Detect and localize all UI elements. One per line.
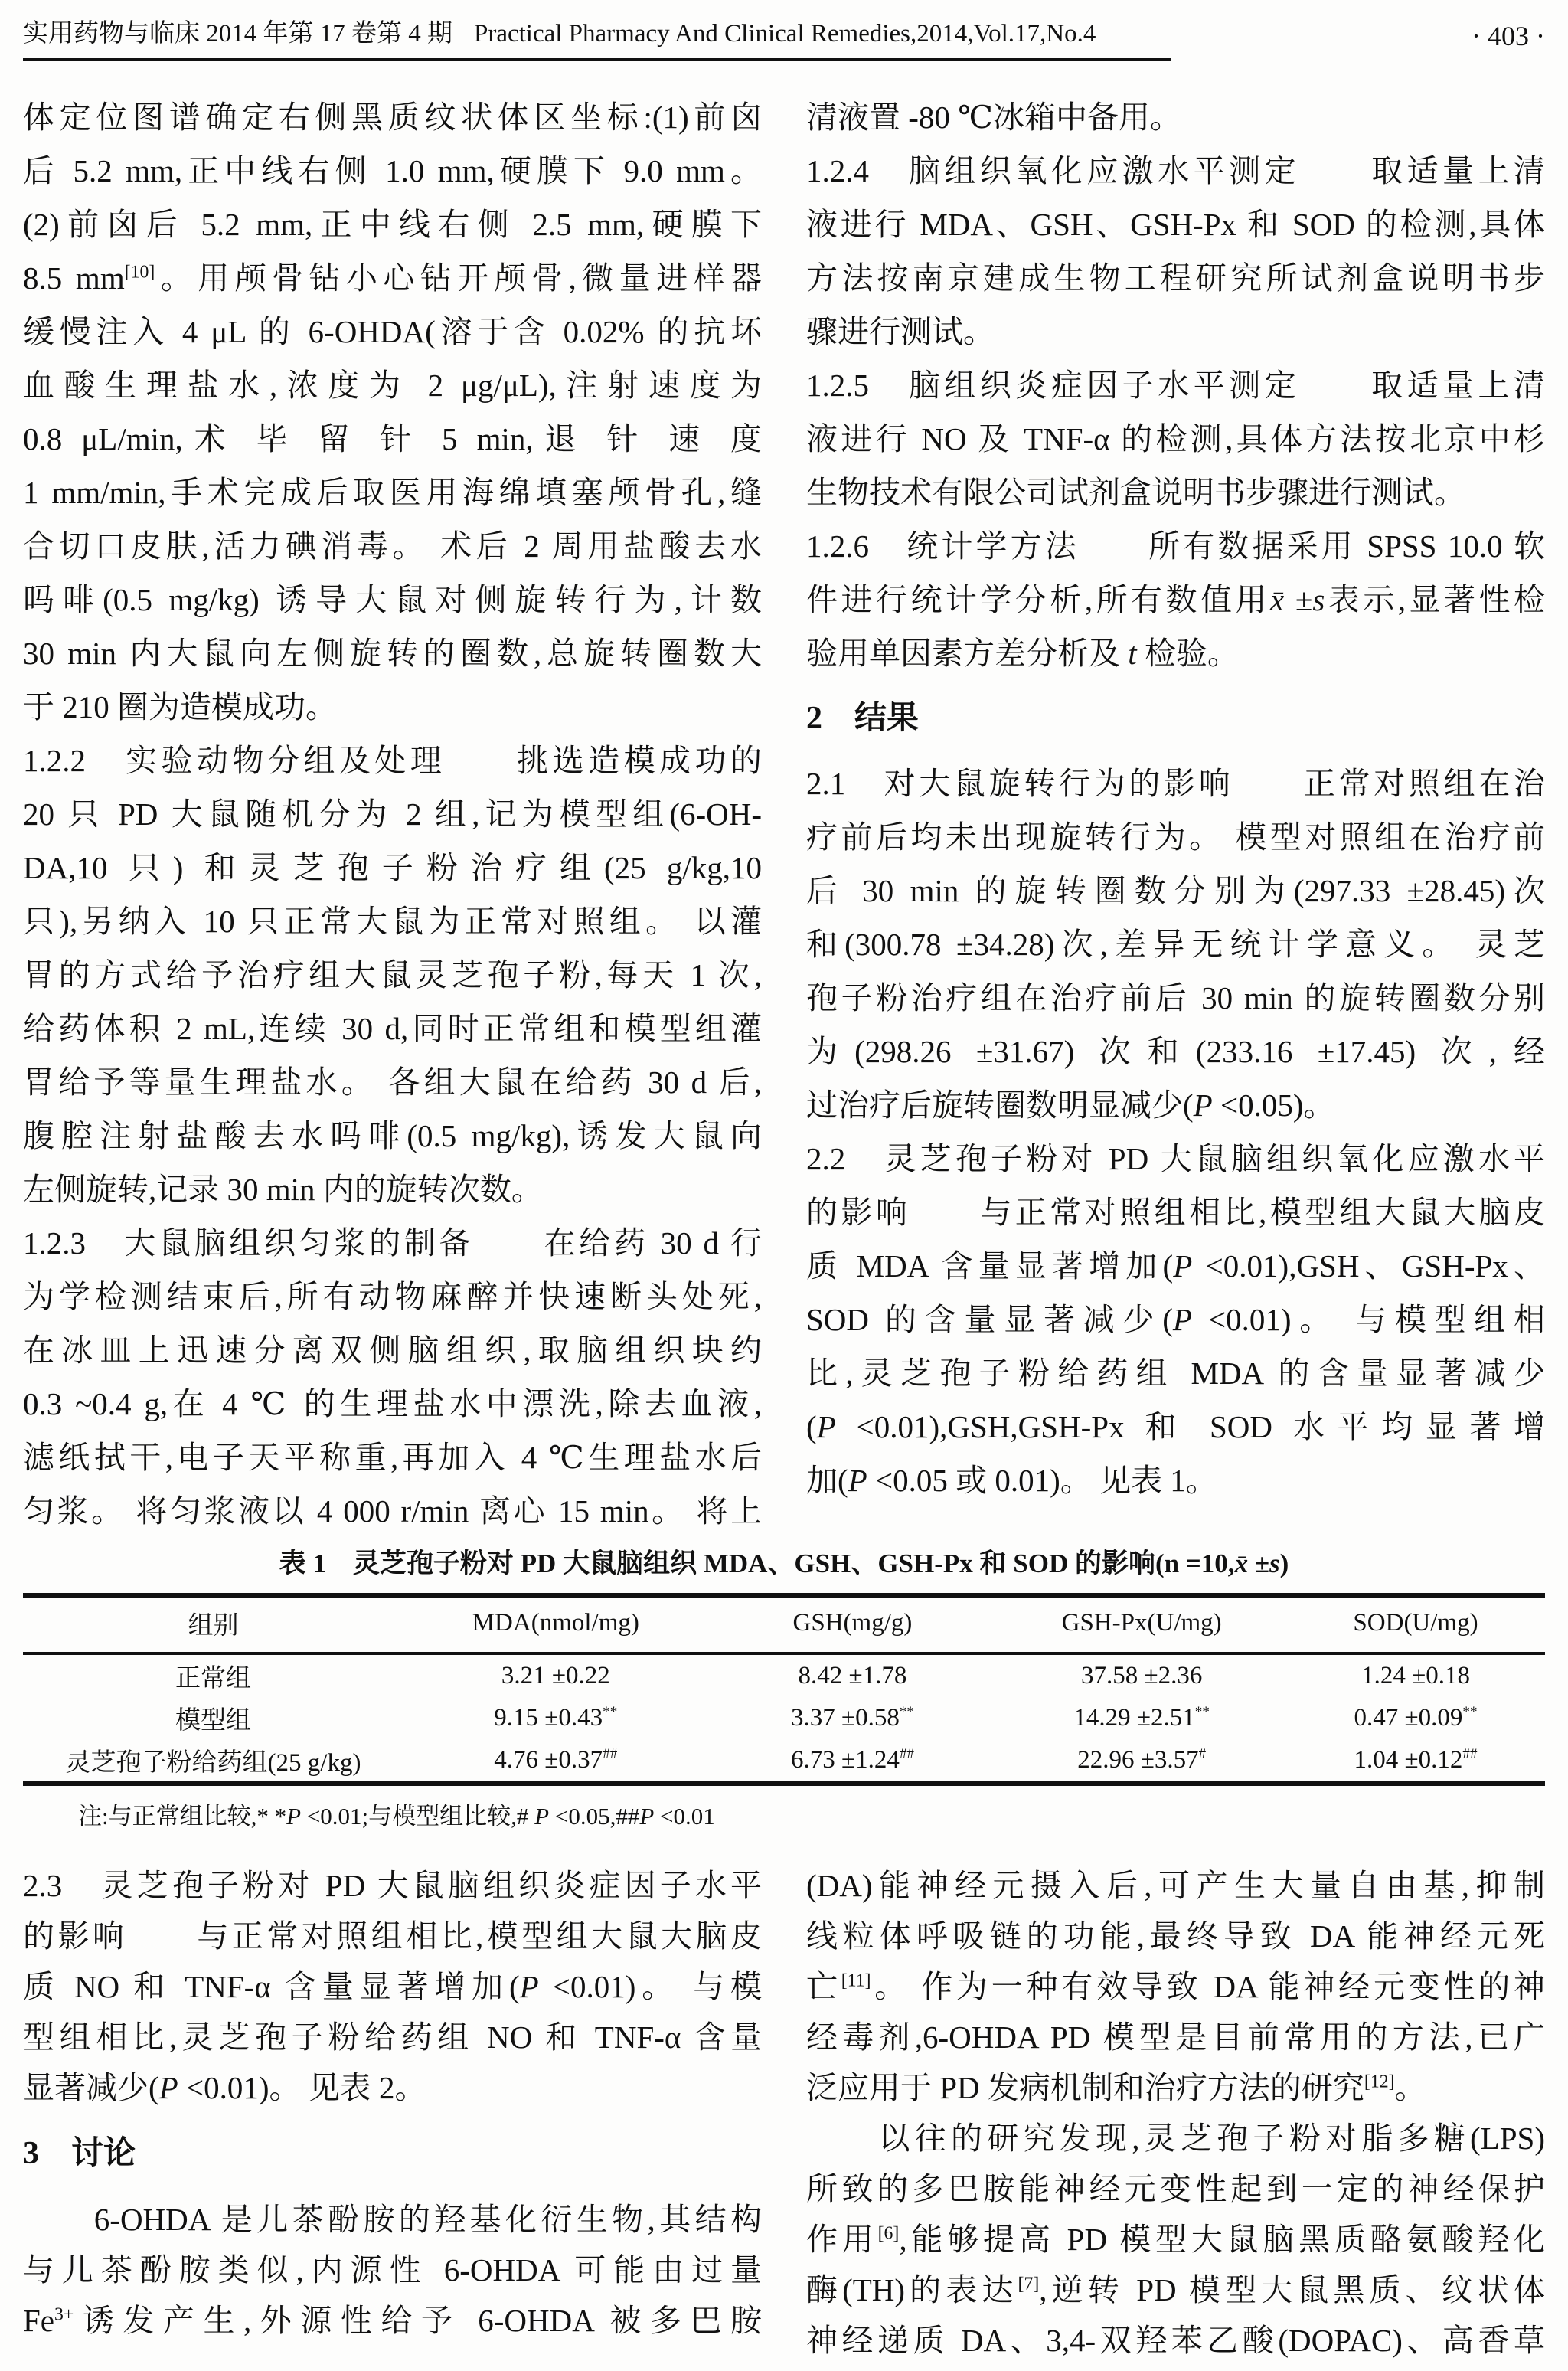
table1-header-row: [23, 1595, 1545, 1653]
text-line: 8.5 mm[10]。用颅骨钻小心钻开颅骨,微量进样器: [23, 260, 762, 296]
journal-line: [23, 13, 1171, 61]
text-line: 后 30 min 的旋转圈数分别为(297.33 ±28.45)次: [806, 873, 1545, 908]
column-top-left: [23, 90, 762, 1538]
table1-header-cell: SOD(U/mg): [1353, 1609, 1478, 1637]
page-number: · 403 ·: [1472, 21, 1545, 51]
text-line: 1.2.5 脑组织炎症因子水平测定 取适量上清: [806, 368, 1545, 403]
table1-row: [23, 1653, 1545, 1697]
text-line: 亡[11]。 作为一种有效导致 DA 能神经元变性的神: [806, 1969, 1545, 2004]
section-heading: 3 讨论: [23, 2136, 136, 2171]
text-line: 骤进行测试。: [806, 314, 995, 349]
table1-header-cell: GSH-Px(U/mg): [1061, 1609, 1222, 1637]
text-line: 0.3 ~0.4 g,在 4 ℃ 的生理盐水中漂洗,除去血液,: [23, 1386, 762, 1421]
text-line: 件进行统计学分析,所有数值用x̄ ±s表示,显著性检: [806, 582, 1545, 617]
table1-cell: 9.15 ±0.43**: [494, 1704, 618, 1732]
page-header: [23, 17, 1545, 61]
text-line: (P <0.01),GSH,GSH-Px 和 SOD 水平均显著增: [806, 1409, 1545, 1444]
text-line: 液进行 NO 及 TNF-α 的检测,具体方法按北京中杉: [806, 421, 1545, 456]
text-line: 1.2.2 实验动物分组及处理 挑选造模成功的: [23, 743, 762, 778]
table1-header-cell: 组别: [188, 1612, 239, 1640]
bottom-columns: [23, 1860, 1545, 2366]
table1-cell: 1.24 ±0.18: [1361, 1662, 1470, 1689]
text-line: 0.8 μL/min,术 毕 留 针 5 min,退 针 速 度: [23, 421, 762, 456]
text-line: 经毒剂,6-OHDA PD 模型是目前常用的方法,已广: [806, 2019, 1545, 2055]
text-line: 的影响 与正常对照组相比,模型组大鼠大脑皮: [806, 1195, 1545, 1230]
text-line: 生物技术有限公司试剂盒说明书步骤进行测试。: [806, 475, 1465, 510]
text-line: 清液置 -80 ℃冰箱中备用。: [806, 100, 1182, 135]
journal-title-en: Practical Pharmacy And Clinical Remedies,2014,Vol.17,No.4: [474, 20, 1096, 47]
table1-note: 注:与正常组比较,* *P <0.01;与模型组比较,# P <0.05,##P <0.01: [78, 1803, 715, 1830]
table1-section: [23, 1542, 1545, 1831]
text-line: 1 mm/min,手术完成后取医用海绵填塞颅骨孔,缝: [23, 475, 762, 510]
text-line: 只),另纳入 10 只正常大鼠为正常对照组。 以灌: [23, 904, 762, 939]
text-line: 为学检测结束后,所有动物麻醉并快速断头处死,: [23, 1279, 762, 1314]
text-line: 液进行 MDA、GSH、GSH-Px 和 SOD 的检测,具体: [806, 207, 1545, 242]
text-line: 6-OHDA 是儿茶酚胺的羟基化衍生物,其结构: [23, 2202, 762, 2237]
text-line: 胃给予等量生理盐水。 各组大鼠在给药 30 d 后,: [23, 1064, 762, 1100]
text-line: 左侧旋转,记录 30 min 内的旋转次数。: [23, 1172, 543, 1207]
text-line: 滤纸拭干,电子天平称重,再加入 4 ℃生理盐水后: [23, 1440, 762, 1475]
text-line: 为(298.26 ±31.67) 次和(233.16 ±17.45) 次,经: [806, 1034, 1545, 1069]
table1-cell: 1.04 ±0.12##: [1354, 1746, 1478, 1774]
text-line: 合切口皮肤,活力碘消毒。 术后 2 周用盐酸去水: [23, 528, 762, 564]
text-line: 血酸生理盐水,浓度为 2 μg/μL),注射速度为: [23, 368, 762, 403]
table1-cell: 3.37 ±0.58**: [790, 1704, 914, 1732]
table1-cell: 8.42 ±1.78: [798, 1662, 907, 1689]
text-line: 型组相比,灵芝孢子粉给药组 NO 和 TNF-α 含量: [23, 2019, 762, 2055]
table1: [23, 1593, 1545, 1786]
section-heading: 2 结果: [806, 701, 920, 736]
column-top-right: [806, 90, 1545, 1538]
table1-cell: 模型组: [175, 1707, 251, 1735]
text-line: 加(P <0.05 或 0.01)。 见表 1。: [806, 1463, 1217, 1498]
text-line: 神经递质 DA、3,4-双羟苯乙酸(DOPAC)、高香草: [806, 2323, 1545, 2358]
table1-cell: 正常组: [175, 1665, 251, 1692]
text-line: 吗啡(0.5 mg/kg) 诱导大鼠对侧旋转行为,计数: [23, 582, 762, 617]
table1-cell: 6.73 ±1.24##: [790, 1746, 914, 1774]
text-line: 孢子粉治疗组在治疗前后 30 min 的旋转圈数分别: [806, 980, 1545, 1015]
text-line: 作用[6],能够提高 PD 模型大鼠脑黑质酪氨酸羟化: [806, 2222, 1545, 2257]
table1-cell: 0.47 ±0.09**: [1354, 1704, 1478, 1732]
text-line: 和(300.78 ±34.28)次,差异无统计学意义。 灵芝: [806, 927, 1545, 962]
table1-cell: 14.29 ±2.51**: [1073, 1704, 1210, 1732]
text-line: 缓慢注入 4 μL 的 6-OHDA(溶于含 0.02% 的抗坏: [23, 314, 762, 349]
text-line: 2.2 灵芝孢子粉对 PD 大鼠脑组织氧化应激水平: [806, 1141, 1545, 1176]
text-line: $Fe^{3+}$诱发产生,外源性给予 6-OHDA 被多巴胺: [23, 2303, 762, 2338]
text-line: 2.3 灵芝孢子粉对 PD 大鼠脑组织炎症因子水平: [23, 1868, 762, 1903]
text-line: (DA)能神经元摄入后,可产生大量自由基,抑制: [806, 1868, 1545, 1903]
table1-cell: 22.96 ±3.57#: [1077, 1746, 1207, 1774]
table1-header-cell: MDA(nmol/mg): [472, 1609, 639, 1637]
text-line: 后 5.2 mm,正中线右侧 1.0 mm,硬膜下 9.0 mm。: [23, 153, 762, 188]
text-line: 酶(TH)的表达[7],逆转 PD 模型大鼠黑质、纹状体: [806, 2272, 1545, 2307]
column-bottom-right: [806, 1860, 1545, 2366]
text-line: 验用单因素方差分析及 t 检验。: [806, 636, 1239, 671]
text-line: 30 min 内大鼠向左侧旋转的圈数,总旋转圈数大: [23, 636, 762, 671]
text-line: 1.2.3 大鼠脑组织匀浆的制备 在给药 30 d 行: [23, 1225, 762, 1261]
text-line: 给药体积 2 mL,连续 30 d,同时正常组和模型组灌: [23, 1011, 762, 1046]
text-line: 匀浆。 将匀浆液以 4 000 r/min 离心 15 min。 将上: [23, 1493, 762, 1529]
text-line: 于 210 圈为造模成功。: [23, 689, 337, 724]
text-line: 以往的研究发现,灵芝孢子粉对脂多糖(LPS): [806, 2121, 1545, 2156]
text-line: 泛应用于 PD 发病机制和治疗方法的研究[12]。: [806, 2070, 1426, 2105]
text-line: 与儿茶酚胺类似,内源性 6-OHDA 可能由过量: [23, 2252, 762, 2288]
text-line: 显著减少(P <0.01)。 见表 2。: [23, 2070, 426, 2105]
journal-title-cn: 实用药物与临床 2014 年第 17 卷第 4 期: [23, 20, 452, 47]
text-line: DA,10 只) 和灵芝孢子粉治疗组(25 g/kg,10: [23, 850, 762, 885]
text-line: 过治疗后旋转圈数明显减少(P <0.05)。: [806, 1087, 1335, 1123]
top-columns: [23, 90, 1545, 1538]
table1-cell: 4.76 ±0.37##: [494, 1746, 618, 1774]
table1-cell: 37.58 ±2.36: [1080, 1662, 1203, 1689]
text-line: 方法按南京建成生物工程研究所试剂盒说明书步: [806, 260, 1545, 296]
table1-row: [23, 1697, 1545, 1739]
table1-cell: 3.21 ±0.22: [501, 1662, 610, 1689]
text-line: 比,灵芝孢子粉给药组 MDA 的含量显著减少: [806, 1356, 1545, 1391]
text-line: 腹腔注射盐酸去水吗啡(0.5 mg/kg),诱发大鼠向: [23, 1118, 762, 1153]
text-line: SOD 的含量显著减少(P <0.01)。 与模型组相: [806, 1302, 1545, 1337]
text-line: (2)前囟后 5.2 mm,正中线右侧 2.5 mm,硬膜下: [23, 207, 762, 242]
table1-row: [23, 1739, 1545, 1784]
text-line: 体定位图谱确定右侧黑质纹状体区坐标:(1)前囟: [23, 100, 762, 135]
text-line: 胃的方式给予治疗组大鼠灵芝孢子粉,每天 1 次,: [23, 957, 762, 993]
table1-cell: 灵芝孢子粉给药组(25 g/kg): [65, 1749, 361, 1777]
text-line: 在冰皿上迅速分离双侧脑组织,取脑组织块约: [23, 1333, 762, 1368]
table1-title: 表 1 灵芝孢子粉对 PD 大鼠脑组织 MDA、GSH、GSH-Px 和 SOD 的影响(n =10,x̄ ±s): [279, 1549, 1289, 1578]
text-line: 质 MDA 含量显著增加(P <0.01),GSH、GSH-Px、: [806, 1248, 1545, 1284]
text-line: 线粒体呼吸链的功能,最终导致 DA 能神经元死: [806, 1918, 1545, 1954]
text-line: 的影响 与正常对照组相比,模型组大鼠大脑皮: [23, 1918, 762, 1954]
text-line: 1.2.4 脑组织氧化应激水平测定 取适量上清: [806, 153, 1545, 188]
text-line: 1.2.6 统计学方法 所有数据采用 SPSS 10.0 软: [806, 528, 1545, 564]
column-bottom-left: [23, 1860, 762, 2366]
text-line: 2.1 对大鼠旋转行为的影响 正常对照组在治: [806, 766, 1545, 801]
text-line: 疗前后均未出现旋转行为。 模型对照组在治疗前: [806, 819, 1545, 855]
text-line: 所致的多巴胺能神经元变性起到一定的神经保护: [806, 2171, 1545, 2206]
text-line: 20 只 PD 大鼠随机分为 2 组,记为模型组(6-OH-: [23, 796, 762, 832]
table1-header-cell: GSH(mg/g): [792, 1609, 913, 1637]
text-line: 质 NO 和 TNF-α 含量显著增加(P <0.01)。 与模: [23, 1969, 762, 2004]
